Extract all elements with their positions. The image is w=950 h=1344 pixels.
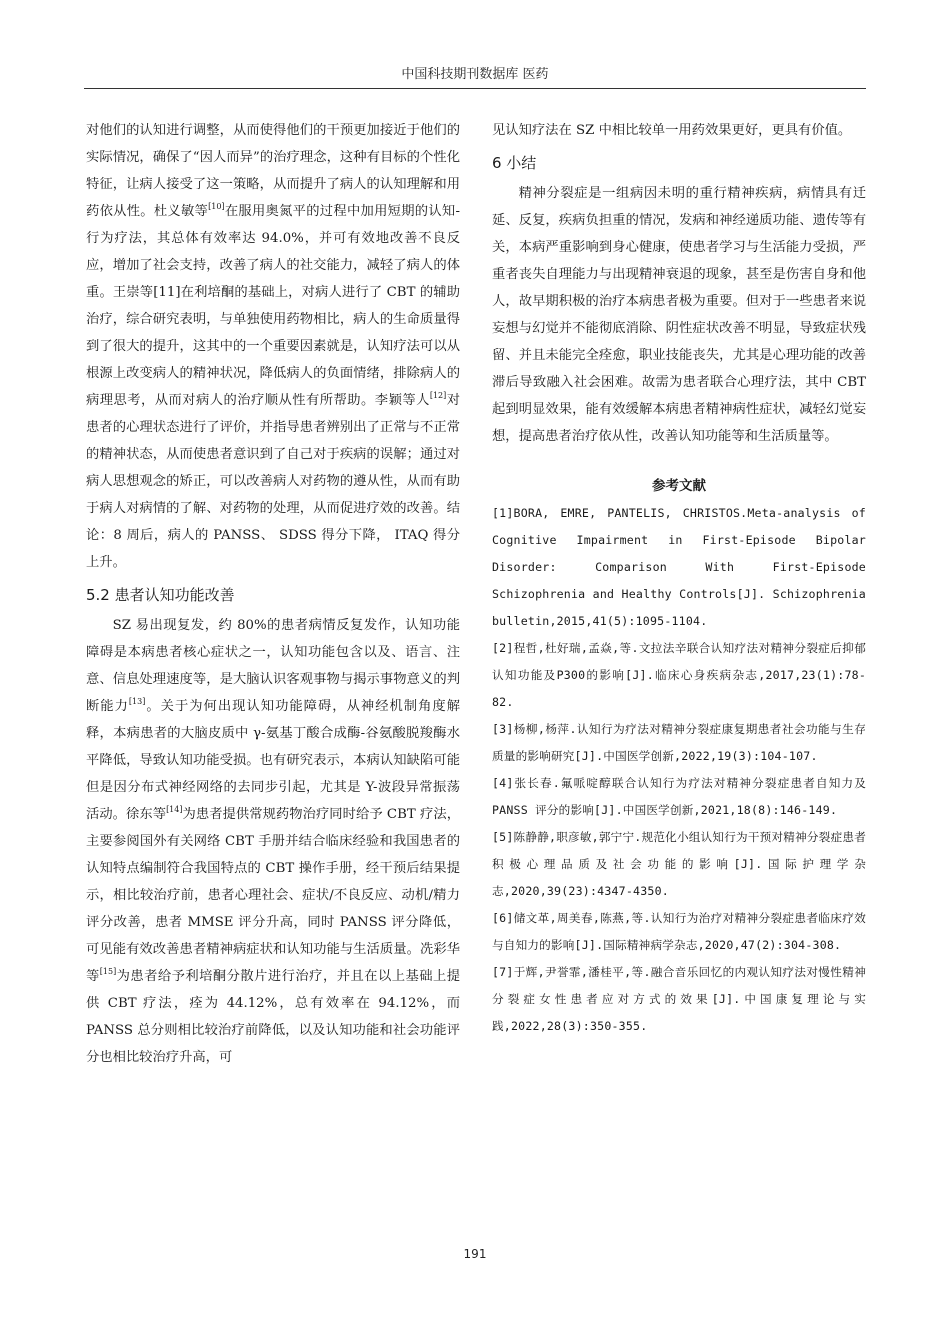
paragraph-text: 在服用奥氮平的过程中加用短期的认知-行为疗法，其总体有效率达 94.0%，并可有效地改善不良反应，增加了社会支持，改善了病人的社交能力，减轻了病人的体重。王崇等[11]在利培酮的基础上，对病人进行了 CBT 的辅助治疗，综合研究表明，与单独使用药物相比，病人的生命质量得到了很大的提升，这其中的一个重要因素就是，认知疗法可以从根源上改变病人的精神状况，降低病人的负面情绪，排除病人的病理思考，从而对病人的治疗顺从性有所帮助。李颖等人	[86, 204, 460, 408]
right-column	[492, 117, 866, 1217]
citation-marker: [12]	[429, 391, 447, 400]
header-rule	[84, 88, 866, 89]
reference-item: [4]张长春.氟哌啶醇联合认知行为疗法对精神分裂症患者自知力及 PANSS 评分的影响[J].中国医学创新,2021,18(8):146-149.	[492, 776, 866, 817]
reference-item: [5]陈静静,职彦敏,郭宁宁.规范化小组认知行为干预对精神分裂症患者积极心理品质及社会功能的影响[J].国际护理学杂志,2020,39(23):4347-4350.	[492, 830, 866, 898]
left-column	[86, 117, 460, 1217]
summary-paragraph: 精神分裂症是一组病因未明的重行精神疾病，病情具有迁延、反复，疾病负担重的情况，发病和神经递质功能、遗传等有关，本病严重影响到身心健康，使患者学习与生活能力受损，严重者丧失自理能力与出现精神衰退的现象，甚至是伤害自身和他人，故早期积极的治疗本病患者极为重要。但对于一些患者来说妄想与幻觉并不能彻底消除、阴性症状改善不明显，导致症状残留、并且未能完全痊愈，职业技能丧失，尤其是心理功能的改善滞后导致融入社会困难。故需为患者联合心理疗法，其中 CBT 起到明显效果，能有效缓解本病患者精神病性症状，减轻幻觉妄想，提高患者治疗依从性，改善认知功能等和生活质量等。	[492, 186, 866, 444]
citation-marker: [13]	[128, 697, 146, 706]
page-number: 191	[463, 1247, 487, 1261]
paragraph-text: 对患者的心理状态进行了评价，并指导患者辨别出了正常与不正常的精神状态，从而使患者意识到了自己对于疾病的误解；通过对病人思想观念的矫正，可以改善病人对药物的遵从性，从而有助于病人对病情的了解、对药物的处理，从而促进疗效的改善。结论：8 周后，病人的 PANSS、 SDSS 得分下降， ITAQ 得分上升。	[86, 393, 461, 570]
paragraph-text: 。关于为何出现认知功能障碍，从神经机制角度解释，本病患者的大脑皮质中 γ-氨基丁酸合成酶-谷氨酸脱羧酶水平降低，导致认知功能受损。也有研究表示，本病认知缺陷可能但是因分布式神经网络的去同步引起，尤其是 Y-波段异常振荡活动。徐东等	[86, 699, 461, 822]
paragraph-text: 为患者给予利培酮分散片进行治疗，并且在以上基础上提供 CBT 疗法，痊为 44.12%，总有效率在 94.12%，而 PANSS 总分则相比较治疗前降低，以及认知功能和社会功能评分也相比较治疗升高，可	[86, 969, 461, 1065]
section-heading: 5.2 患者认知功能改善	[86, 586, 235, 604]
citation-marker: [14]	[166, 805, 183, 814]
body-paragraph: 见认知疗法在 SZ 中相比较单一用药效果更好，更具有价值。	[492, 123, 852, 138]
paragraph-text: 对他们的认知进行调整，从而使得他们的干预更加接近于他们的实际情况，确保了“因人而异”的治疗理念，这种有目标的个性化特征，让病人接受了这一策略，从而提升了病人的认知理解和用药依从性。杜义敏等	[86, 123, 460, 219]
reference-item: [1]BORA, EMRE, PANTELIS, CHRISTOS.Meta-analysis of Cognitive Impairment in First-Episode Bipolar Disorder: Comparison With First-Episode Schizophrenia and Healthy Controls[J]. Schizophrenia bulletin,2015,41(5):1095-1104.	[492, 506, 866, 628]
paragraph-text: SZ 易出现复发，约 80%的患者病情反复发作，认知功能障碍是本病患者核心症状之一，认知功能包含以及、语言、注意、信息处理速度等，是大脑认识客观事物与揭示事物意义的判断能力	[86, 618, 460, 714]
references-title: 参考文献	[652, 478, 706, 494]
citation-marker: [15]	[99, 967, 117, 976]
body-paragraph	[86, 117, 460, 576]
running-header: 中国科技期刊数据库 医药	[401, 67, 549, 82]
reference-list	[492, 500, 866, 1040]
section-heading: 6 小结	[492, 154, 537, 172]
citation-marker: [10]	[208, 202, 225, 211]
reference-item: [3]杨柳,杨萍.认知行为疗法对精神分裂症康复期患者社会功能与生存质量的影响研究[J].中国医学创新,2022,19(3):104-107.	[492, 722, 866, 763]
reference-item: [6]储文革,周美春,陈燕,等.认知行为治疗对精神分裂症患者临床疗效与自知力的影响[J].国际精神病学杂志,2020,47(2):304-308.	[492, 911, 866, 952]
body-paragraph	[86, 612, 460, 1071]
reference-item: [7]于辉,尹誉霏,潘桂平,等.融合音乐回忆的内观认知疗法对慢性精神分裂症女性患者应对方式的效果[J].中国康复理论与实践,2022,28(3):350-355.	[492, 965, 866, 1033]
reference-item: [2]程哲,杜好瑞,孟焱,等.文拉法辛联合认知疗法对精神分裂症后抑郁认知功能及P300的影响[J].临床心身疾病杂志,2017,23(1):78-82.	[492, 641, 866, 709]
paragraph-text: 为患者提供常规药物治疗同时给予 CBT 疗法，主要参阅国外有关网络 CBT 手册并结合临床经验和我国患者的认知特点编制符合我国特点的 CBT 操作手册，经干预后结果提示，相比较治疗前，患者心理社会、症状/不良反应、动机/精力评分改善，患者 MMSE 评分升高，同时 PANSS 评分降低，可见能有效改善患者精神病症状和认知功能与生活质量。冼彩华等	[86, 807, 460, 984]
